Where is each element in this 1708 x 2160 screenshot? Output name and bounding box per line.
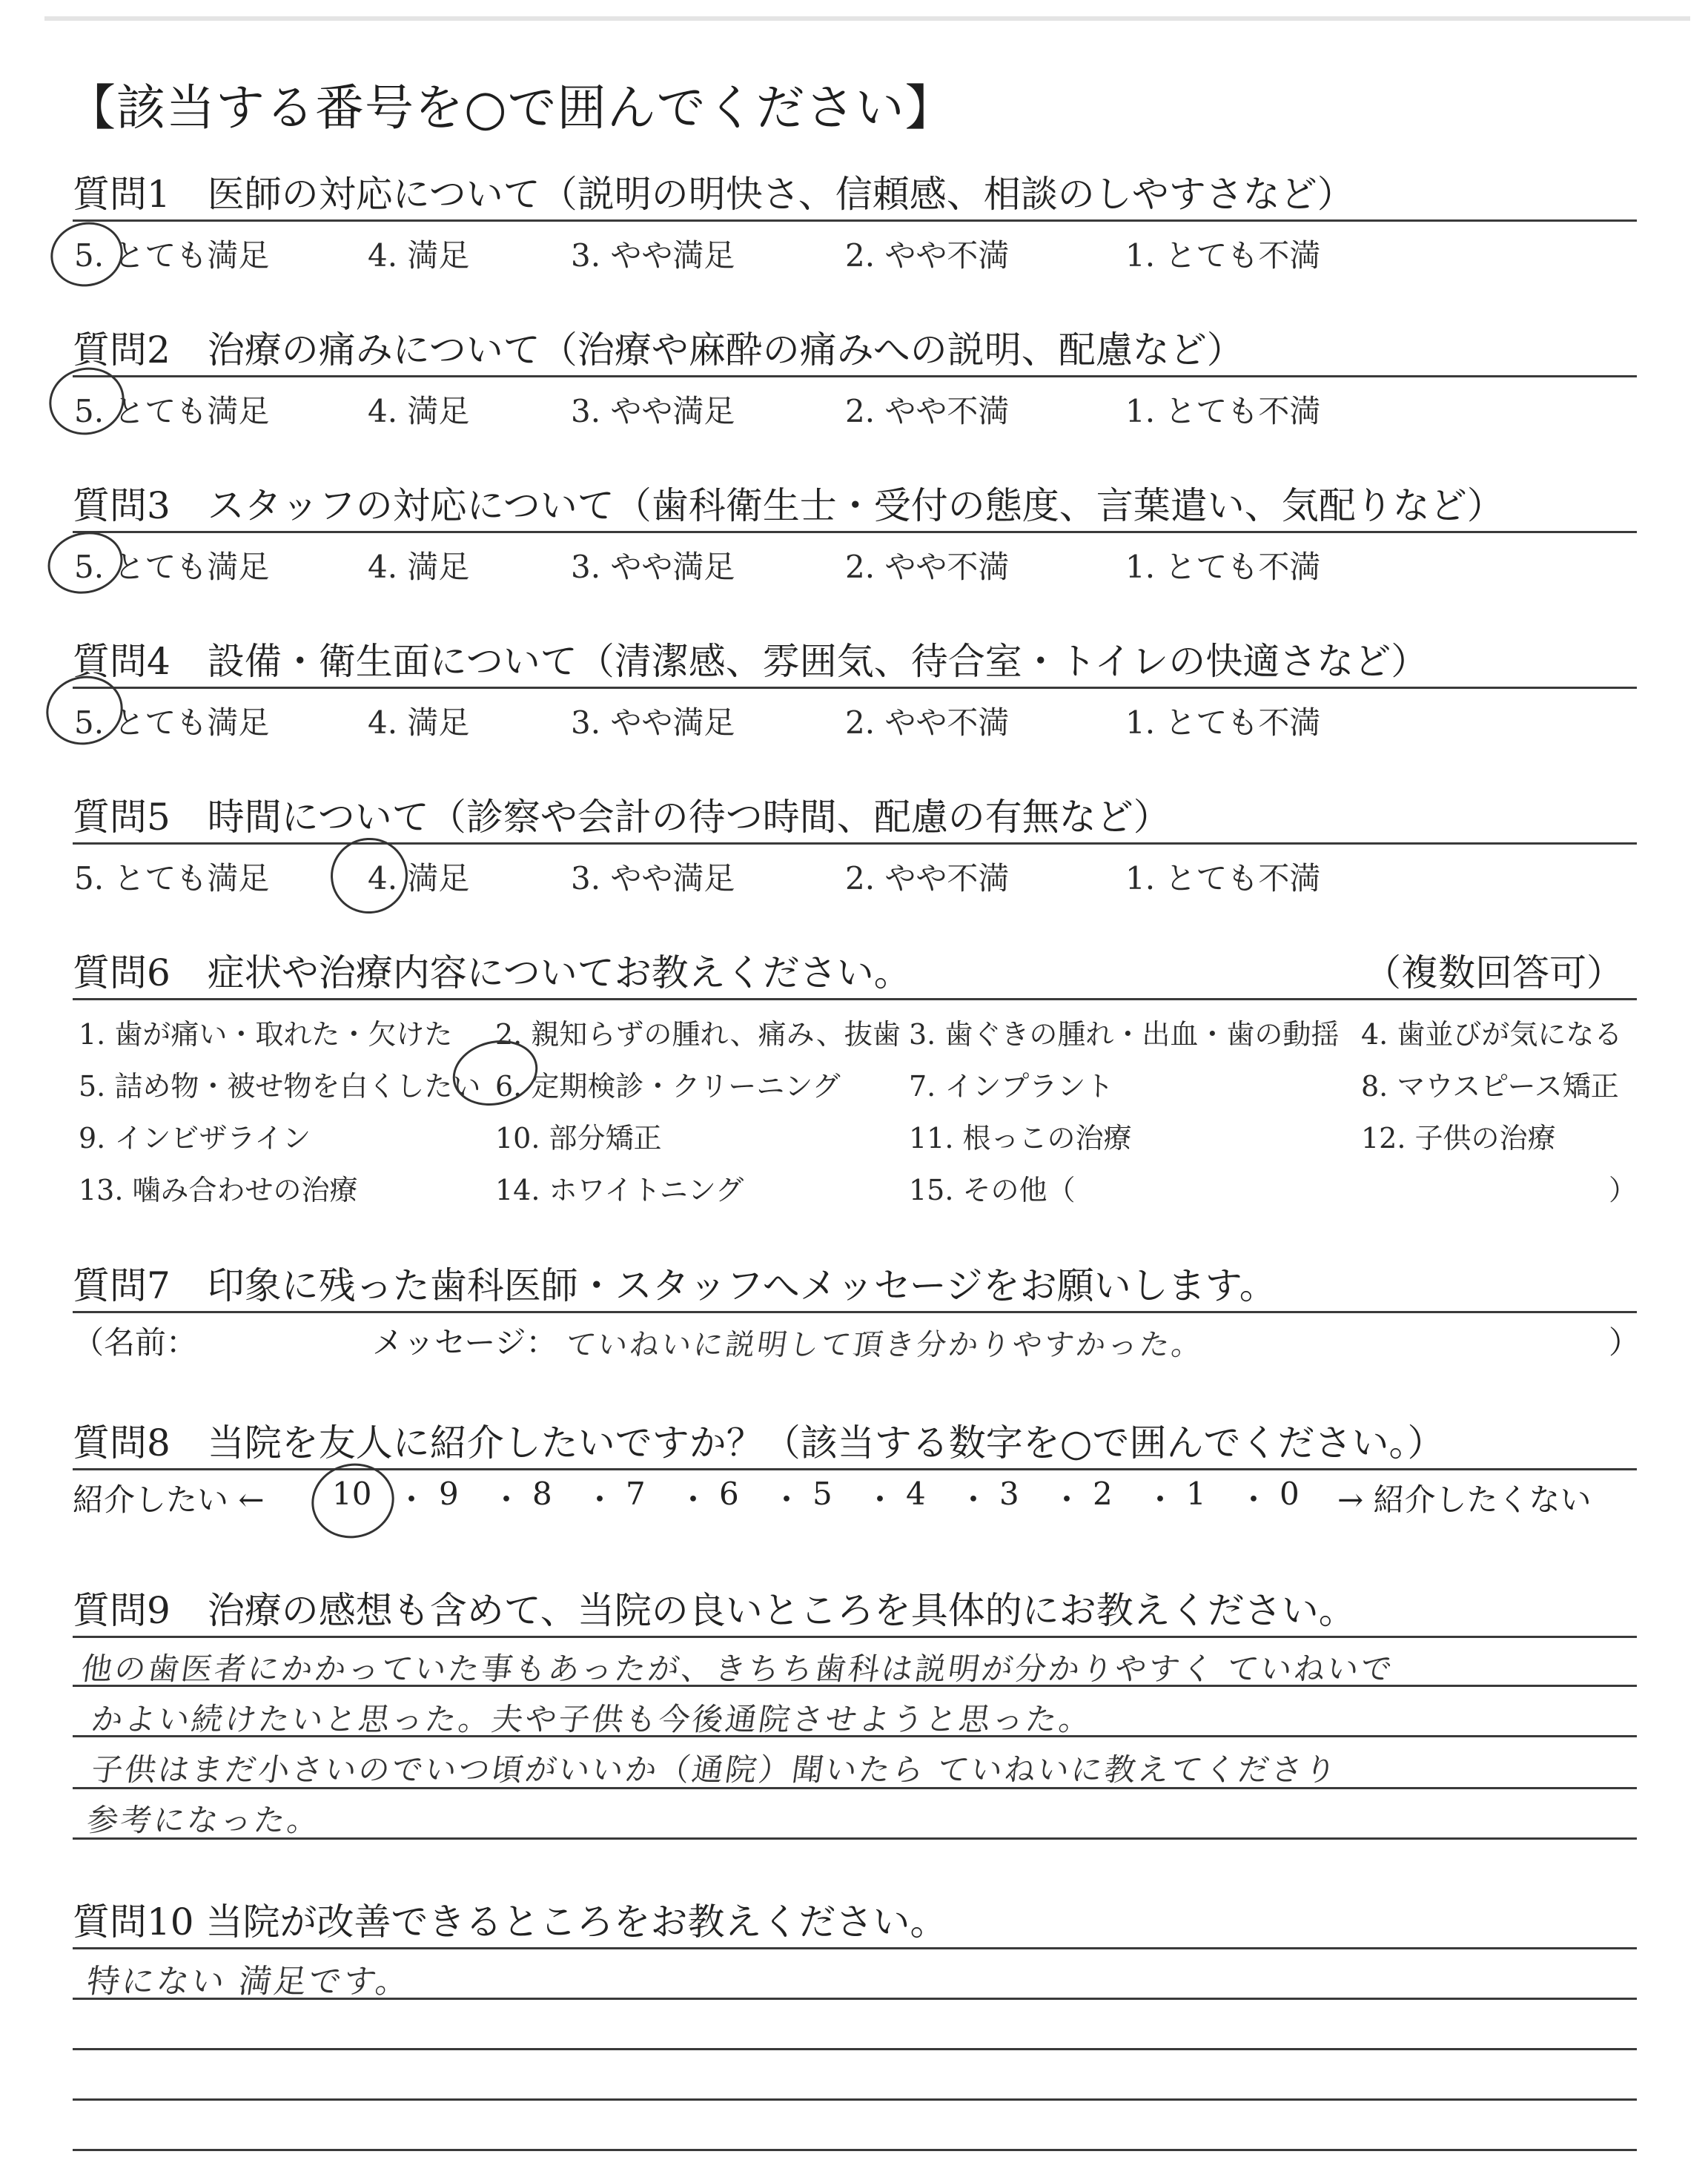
- option-2[interactable]: 2. やや不満: [845, 237, 1010, 274]
- scale-number[interactable]: 6: [719, 1476, 739, 1512]
- option-3[interactable]: 3. やや満足: [571, 704, 735, 741]
- top-edge: [44, 16, 1690, 21]
- scale-separator: ・: [678, 1482, 709, 1518]
- option-5[interactable]: 5. とても満足: [74, 860, 270, 896]
- message-answer[interactable]: ていねいに説明して頂き分かりやすかった。: [563, 1328, 1206, 1362]
- answer-line: [73, 2149, 1637, 2151]
- option-5[interactable]: 5. とても満足: [74, 549, 270, 585]
- symptom-option[interactable]: 7. インプラント: [909, 1070, 1114, 1103]
- symptom-option[interactable]: 15. その他（: [909, 1174, 1076, 1206]
- scale-right-label: → 紹介したくない: [1337, 1482, 1592, 1518]
- scale-separator: ・: [584, 1482, 616, 1518]
- question-5-title: 質問5 時間について（診察や会計の待つ時間、配慮の有無など）: [73, 796, 1171, 839]
- scale-separator: ・: [771, 1482, 803, 1518]
- page-header: 【該当する番号を○で囲んでください】: [67, 79, 955, 136]
- scale-number[interactable]: 3: [999, 1476, 1019, 1512]
- divider: [73, 375, 1637, 377]
- scale-number[interactable]: 5: [812, 1476, 833, 1512]
- option-1[interactable]: 1. とても不満: [1125, 393, 1321, 429]
- scale-number[interactable]: 7: [626, 1476, 646, 1512]
- option-2[interactable]: 2. やや不満: [845, 549, 1010, 585]
- symptom-option[interactable]: 14. ホワイトニング: [495, 1174, 744, 1206]
- symptom-option[interactable]: 9. インビザライン: [79, 1122, 311, 1155]
- symptom-option[interactable]: 12. 子供の治療: [1361, 1122, 1556, 1155]
- scale-number[interactable]: 10: [332, 1476, 372, 1512]
- symptom-option[interactable]: 13. 噛み合わせの治療: [79, 1174, 358, 1206]
- symptom-option[interactable]: 11. 根っこの治療: [909, 1122, 1132, 1155]
- divider: [73, 998, 1637, 1000]
- q9-answer-line[interactable]: かよい続けたいと思った。夫や子供も今後通院させようと思った。: [89, 1701, 1096, 1737]
- question-1-title: 質問1 医師の対応について（説明の明快さ、信頼感、相談のしやすさなど）: [73, 173, 1354, 216]
- divider: [73, 842, 1637, 845]
- scale-separator: ・: [958, 1482, 990, 1518]
- question-10-title: 質問10 当院が改善できるところをお教えください。: [73, 1900, 947, 1943]
- question-4-title: 質問4 設備・衛生面について（清潔感、雰囲気、待合室・トイレの快適さなど）: [73, 640, 1429, 683]
- question-6-title: 質問6 症状や治療内容についてお教えください。: [73, 951, 911, 994]
- multiple-answers-note: （複数回答可）: [1364, 951, 1623, 994]
- message-label: メッセージ：: [372, 1324, 557, 1361]
- option-4[interactable]: 4. 満足: [368, 549, 470, 585]
- symptom-option[interactable]: 5. 詰め物・被せ物を白くしたい: [79, 1070, 481, 1103]
- option-4[interactable]: 4. 満足: [368, 237, 470, 274]
- question-2-title: 質問2 治療の痛みについて（治療や麻酔の痛みへの説明、配慮など）: [73, 328, 1244, 371]
- scale-separator: ・: [396, 1482, 428, 1518]
- question-8-title: 質問8 当院を友人に紹介したいですか？（該当する数字を○で囲んでください。）: [73, 1421, 1445, 1464]
- answer-line: [73, 2098, 1637, 2101]
- q9-answer-line[interactable]: 参考になった。: [85, 1802, 324, 1838]
- symptom-option[interactable]: 4. 歯並びが気になる: [1361, 1018, 1623, 1051]
- q10-answer[interactable]: 特にない 満足です。: [84, 1963, 414, 2001]
- scale-number[interactable]: 9: [439, 1476, 459, 1512]
- question-3-title: 質問3 スタッフの対応について（歯科衛生士・受付の態度、言葉遣い、気配りなど）: [73, 484, 1504, 527]
- option-3[interactable]: 3. やや満足: [571, 860, 735, 896]
- option-1[interactable]: 1. とても不満: [1125, 549, 1321, 585]
- option-4[interactable]: 4. 満足: [368, 704, 470, 741]
- scale-separator: ・: [864, 1482, 896, 1518]
- option-1[interactable]: 1. とても不満: [1125, 704, 1321, 741]
- option-5[interactable]: 5. とても満足: [74, 237, 270, 274]
- option-2[interactable]: 2. やや不満: [845, 860, 1010, 896]
- selection-circle: [42, 524, 130, 601]
- scale-number[interactable]: 8: [532, 1476, 552, 1512]
- option-4[interactable]: 4. 満足: [368, 393, 470, 429]
- symptom-option[interactable]: 6. 定期検診・クリーニング: [495, 1070, 841, 1103]
- option-3[interactable]: 3. やや満足: [571, 549, 735, 585]
- option-4[interactable]: 4. 満足: [368, 860, 470, 896]
- answer-line: [73, 1947, 1637, 1949]
- option-1[interactable]: 1. とても不満: [1125, 860, 1321, 896]
- selection-circle: [44, 214, 130, 294]
- scale-separator: ・: [1051, 1482, 1083, 1518]
- scale-separator: ・: [1238, 1482, 1270, 1518]
- option-5[interactable]: 5. とても満足: [74, 704, 270, 741]
- symptom-option[interactable]: 8. マウスピース矯正: [1361, 1070, 1619, 1103]
- option-1[interactable]: 1. とても不満: [1125, 237, 1321, 274]
- question-9-title: 質問9 治療の感想も含めて、当院の良いところを具体的にお教えください。: [73, 1589, 1356, 1632]
- option-2[interactable]: 2. やや不満: [845, 393, 1010, 429]
- symptom-option[interactable]: 2. 親知らずの腫れ、痛み、抜歯: [495, 1018, 901, 1051]
- scale-number[interactable]: 0: [1280, 1476, 1300, 1512]
- q9-answer-line[interactable]: 他の歯医者にかかっていた事もあったが、きちち歯科は説明が分かりやすく ていねいで: [79, 1651, 1397, 1687]
- scale-separator: ・: [1145, 1482, 1176, 1518]
- name-label: （名前：: [73, 1324, 198, 1361]
- scale-number[interactable]: 4: [906, 1476, 926, 1512]
- symptom-option[interactable]: 10. 部分矯正: [495, 1122, 662, 1155]
- divider: [73, 1311, 1637, 1313]
- answer-line: [73, 1636, 1637, 1638]
- answer-line: [73, 2048, 1637, 2050]
- divider: [73, 687, 1637, 689]
- option-2[interactable]: 2. やや不満: [845, 704, 1010, 741]
- divider: [73, 219, 1637, 222]
- q9-answer-line[interactable]: 子供はまだ小さいのでいつ頃がいいか（通院）聞いたら ていねいに教えてくださり: [89, 1751, 1341, 1788]
- symptom-option[interactable]: 3. 歯ぐきの腫れ・出血・歯の動揺: [909, 1018, 1340, 1051]
- option-3[interactable]: 3. やや満足: [571, 237, 735, 274]
- scale-number[interactable]: 2: [1093, 1476, 1113, 1512]
- option-5[interactable]: 5. とても満足: [74, 393, 270, 429]
- question-7-title: 質問7 印象に残った歯科医師・スタッフへメッセージをお願いします。: [73, 1264, 1277, 1307]
- scale-left-label: 紹介したい ←: [73, 1482, 265, 1518]
- divider: [73, 1468, 1637, 1470]
- symptom-option[interactable]: 1. 歯が痛い・取れた・欠けた: [79, 1018, 453, 1051]
- other-close-paren: ）: [1609, 1174, 1638, 1206]
- message-close-paren: ）: [1609, 1324, 1641, 1361]
- divider: [73, 531, 1637, 533]
- scale-number[interactable]: 1: [1186, 1476, 1206, 1512]
- scale-separator: ・: [491, 1482, 523, 1518]
- option-3[interactable]: 3. やや満足: [571, 393, 735, 429]
